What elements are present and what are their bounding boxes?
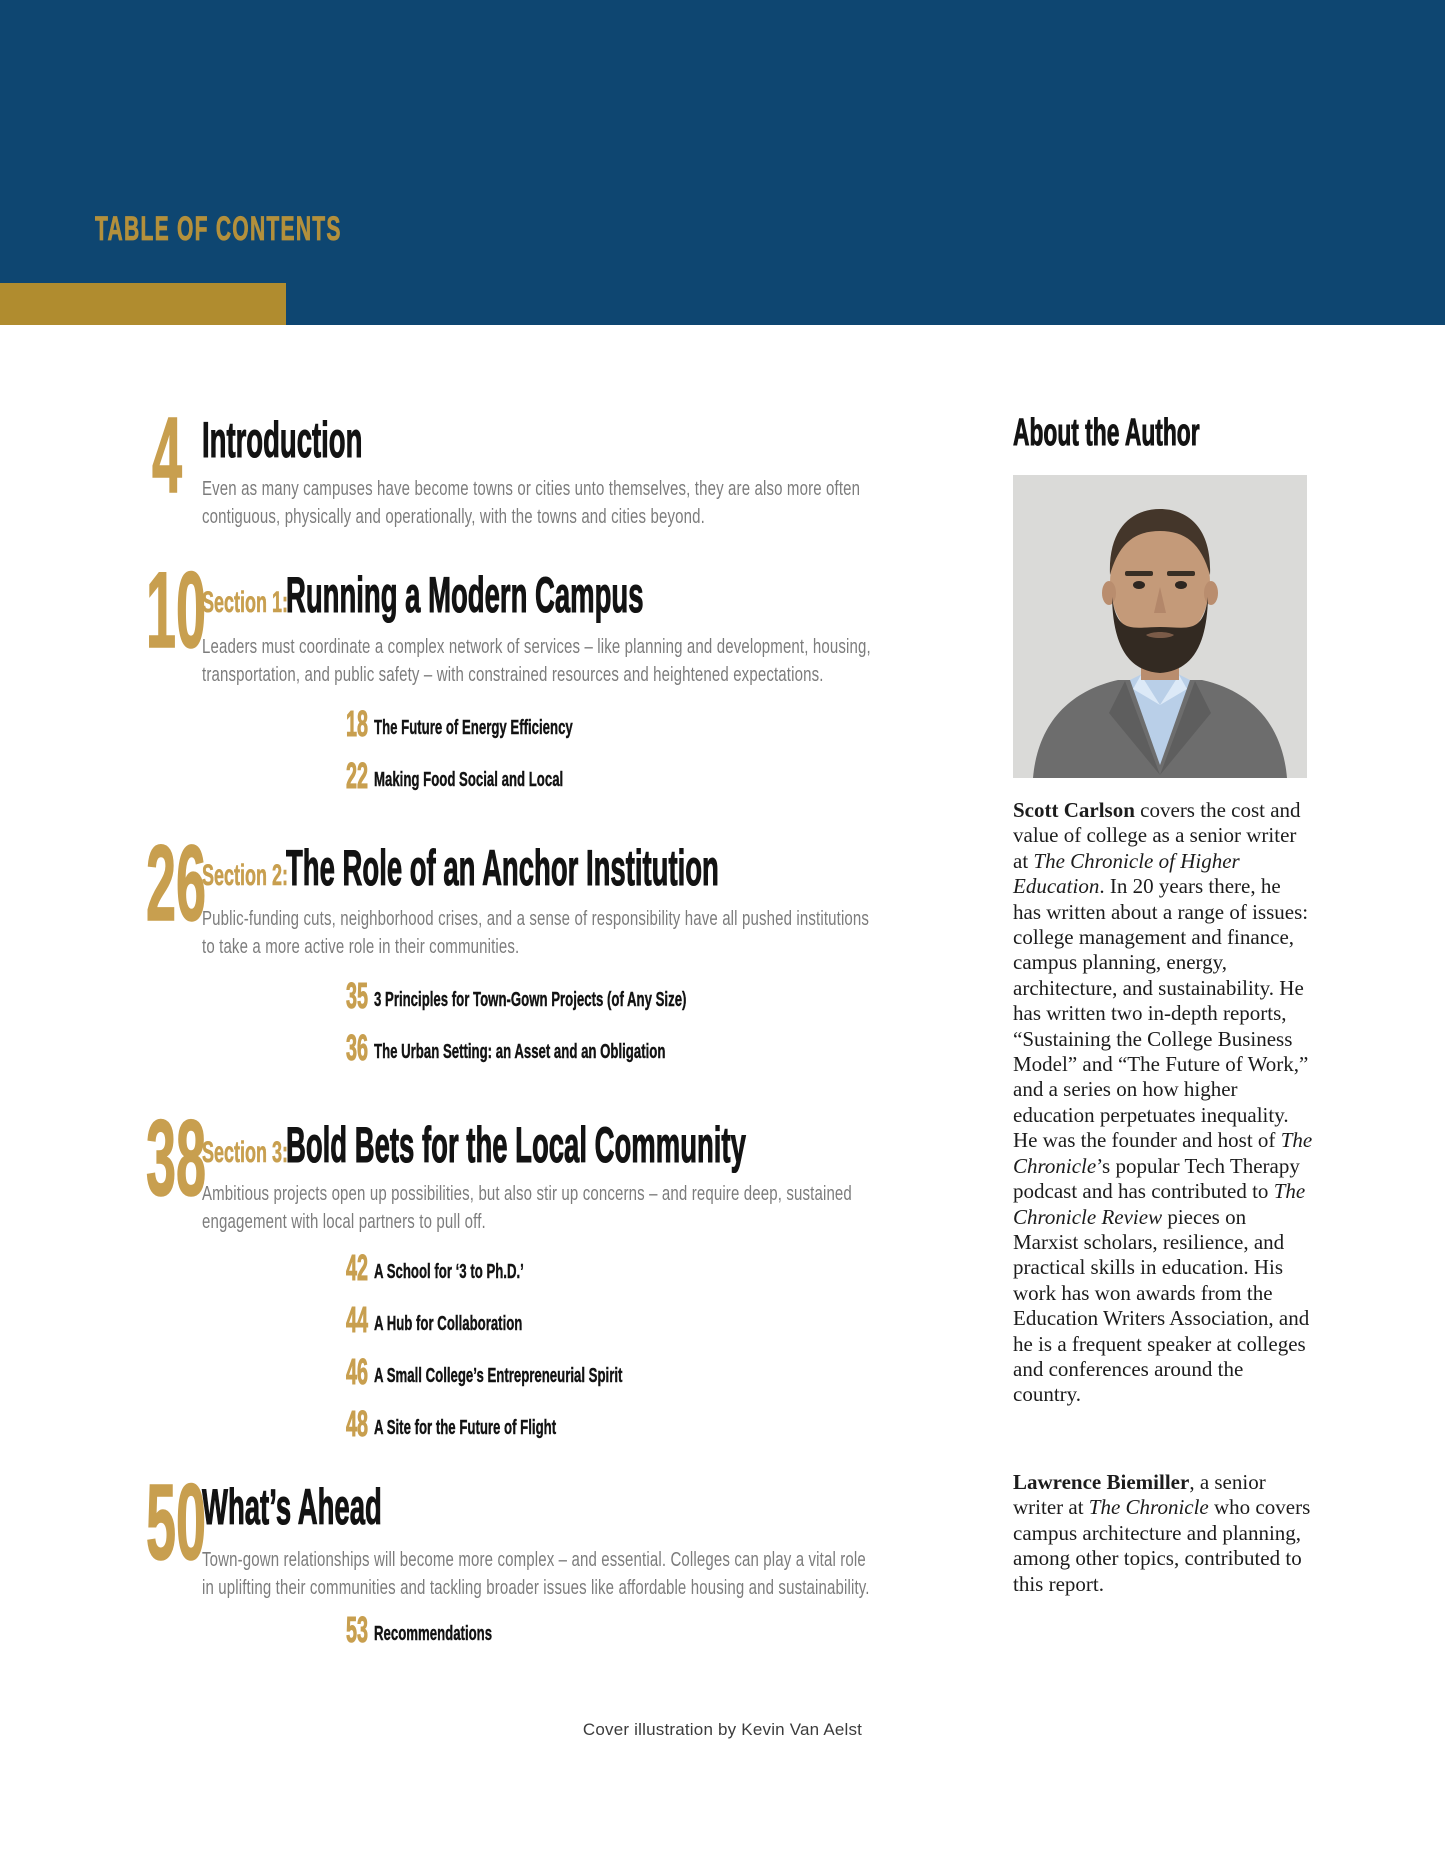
publication-name: The Chronicle bbox=[1088, 1495, 1209, 1520]
toc-entry-page-number[interactable]: 10 bbox=[146, 549, 207, 670]
toc-entry-title[interactable]: What’s Ahead bbox=[202, 1479, 382, 1535]
section-label-wrap bbox=[202, 859, 289, 892]
publication-name: The Chronicle Review bbox=[1013, 1179, 1306, 1229]
toc-subitem-label[interactable]: The Future of Energy Efficiency bbox=[374, 717, 573, 739]
toc-entry-title[interactable]: Running a Modern Campus bbox=[286, 567, 644, 623]
toc-entry-title[interactable]: Bold Bets for the Local Community bbox=[286, 1117, 746, 1173]
toc-subitem-page-number[interactable]: 44 bbox=[345, 1299, 368, 1340]
toc-subitem-page-number[interactable]: 48 bbox=[345, 1403, 368, 1444]
author-name: Lawrence Biemiller bbox=[1013, 1470, 1190, 1494]
section-label: Section 2: bbox=[202, 859, 289, 892]
author-photo bbox=[1013, 475, 1307, 778]
toc-subitem-page-number[interactable]: 35 bbox=[345, 975, 368, 1016]
toc-subitem-label[interactable]: Making Food Social and Local bbox=[374, 769, 564, 791]
toc-entry-description bbox=[202, 475, 922, 531]
section-label: Section 3: bbox=[202, 1136, 289, 1169]
description-line: Town-gown relationships will become more complex – and essential. Colleges can play a vital role bbox=[202, 1549, 866, 1571]
toc-subitem-page-number[interactable]: 46 bbox=[345, 1351, 368, 1392]
description-line: engagement with local partners to pull off. bbox=[202, 1211, 486, 1233]
toc-subitem-label[interactable]: 3 Principles for Town-Gown Projects (of Any Size) bbox=[374, 989, 687, 1011]
toc-entry-title[interactable]: The Role of an Anchor Institution bbox=[286, 840, 719, 896]
toc-subitem-label[interactable]: Recommendations bbox=[374, 1623, 493, 1645]
toc-subitem-page-number[interactable]: 36 bbox=[345, 1027, 368, 1068]
toc-subitem-page-number[interactable]: 22 bbox=[345, 755, 368, 796]
toc-subitem-label[interactable]: A Hub for Collaboration bbox=[374, 1313, 523, 1335]
toc-entry-page-number[interactable]: 4 bbox=[151, 394, 182, 515]
toc-subitem-page-number[interactable]: 53 bbox=[345, 1609, 368, 1650]
toc-subitem-label[interactable]: The Urban Setting: an Asset and an Obligation bbox=[374, 1041, 666, 1063]
toc-entry-description bbox=[202, 1546, 922, 1602]
description-line: in uplifting their communities and tackling broader issues like affordable housing and sustainability. bbox=[202, 1577, 870, 1599]
author-bio-lawrence-biemiller: Lawrence Biemiller, a senior writer at The Chronicle who covers campus architecture and planning, among other topics, contributed to this report. bbox=[1013, 1470, 1311, 1596]
toc-subitem-label[interactable]: A Site for the Future of Flight bbox=[374, 1417, 557, 1439]
author-portrait-illustration bbox=[1013, 475, 1307, 778]
author-name: Scott Carlson bbox=[1013, 798, 1135, 822]
description-line: Ambitious projects open up possibilities, but also stir up concerns – and require deep, sustained bbox=[202, 1183, 852, 1205]
toc-entry-description bbox=[202, 633, 922, 689]
section-label-wrap bbox=[202, 586, 289, 619]
description-line: transportation, and public safety – with constrained resources and heightened expectations. bbox=[202, 664, 824, 686]
cover-illustration-credit: Cover illustration by Kevin Van Aelst bbox=[582, 1720, 863, 1739]
description-line: to take a more active role in their communities. bbox=[202, 936, 520, 958]
author-bio-scott-carlson: Scott Carlson covers the cost and value of college as a senior writer at The Chronicle of Higher Education. In 20 years there, he has written about a range of issues: college management and finance, campus planning, energy, architecture, and sustainability. He has written two in-depth reports, “Sustaining the College Business Model” and “The Future of Work,” and a series on how higher education perpetuates inequality. He was the founder and host of The Chronicle’s popular Tech Therapy podcast and has contributed to The Chronicle Review pieces on Marxist scholars, resilience, and practical skills in education. His work has won awards from the Education Writers Association, and he is a frequent speaker at colleges and conferences around the country. bbox=[1013, 798, 1313, 1407]
description-line: Leaders must coordinate a complex network of services – like planning and development, housing, bbox=[202, 636, 871, 658]
toc-subitem-page-number[interactable]: 42 bbox=[345, 1247, 368, 1288]
toc-subitem-label[interactable]: A School for ‘3 to Ph.D.’ bbox=[374, 1261, 524, 1283]
section-label-wrap bbox=[202, 1136, 289, 1169]
toc-subitem-page-number[interactable]: 18 bbox=[345, 703, 368, 744]
toc-entry-title[interactable]: Introduction bbox=[202, 412, 363, 468]
toc-subitem-label[interactable]: A Small College’s Entrepreneurial Spirit bbox=[374, 1365, 623, 1387]
description-line: Even as many campuses have become towns or cities unto themselves, they are also more often bbox=[202, 478, 861, 500]
toc-entry-page-number[interactable]: 26 bbox=[146, 822, 207, 943]
description-line: contiguous, physically and operationally, with the towns and cities beyond. bbox=[202, 506, 705, 528]
page-title: TABLE OF CONTENTS bbox=[95, 210, 342, 248]
publication-name: The Chronicle of Higher Education bbox=[1013, 848, 1240, 899]
toc-entry-page-number[interactable]: 38 bbox=[146, 1097, 207, 1218]
publication-name: The Chronicle bbox=[1013, 1128, 1313, 1178]
toc-entry-description bbox=[202, 905, 922, 961]
toc-entry-page-number[interactable]: 50 bbox=[146, 1461, 207, 1582]
description-line: Public-funding cuts, neighborhood crises, and a sense of responsibility have all pushed institutions bbox=[202, 908, 870, 930]
section-label: Section 1: bbox=[202, 586, 289, 619]
about-the-author-heading: About the Author bbox=[1013, 412, 1200, 454]
toc-entry-description bbox=[202, 1180, 922, 1236]
